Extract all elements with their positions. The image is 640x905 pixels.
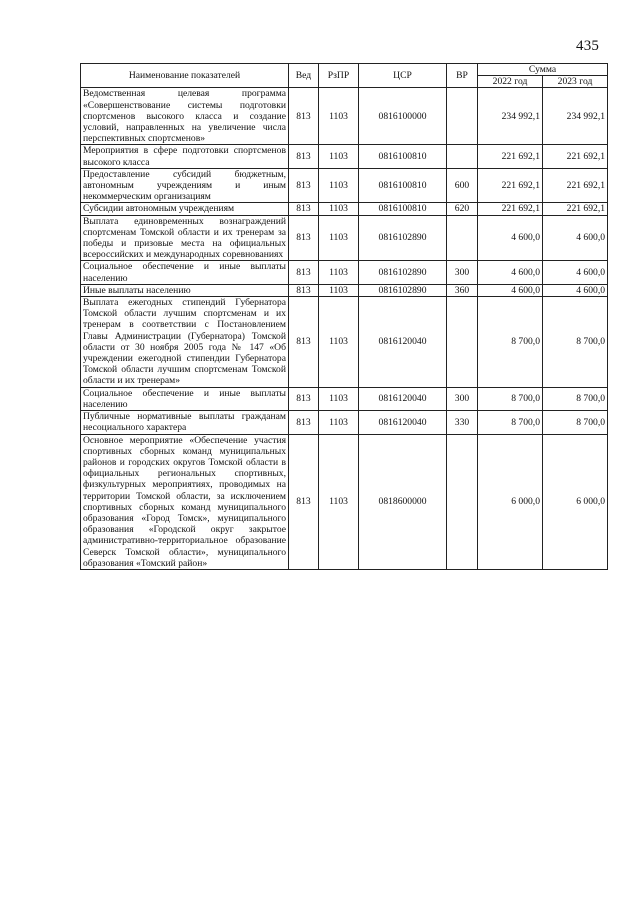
row-ved: 813	[289, 284, 319, 296]
row-sum-2022: 4 600,0	[478, 215, 543, 261]
row-ved: 813	[289, 434, 319, 569]
row-vr: 600	[447, 168, 478, 203]
row-vr	[447, 145, 478, 168]
row-rzpr: 1103	[319, 284, 359, 296]
row-sum-2022: 221 692,1	[478, 203, 543, 215]
row-name: Социальное обеспечение и иные выплаты населению	[81, 387, 289, 410]
row-csr: 0818600000	[359, 434, 447, 569]
row-name: Выплата единовременных вознаграждений спортсменам Томской области и их тренерам за победы и призовые места на официальных всероссийских и международных соревнованиях	[81, 215, 289, 261]
row-csr: 0816100000	[359, 88, 447, 145]
header-rzpr: РзПР	[319, 64, 359, 88]
row-name: Социальное обеспечение и иные выплаты населению	[81, 261, 289, 284]
header-vr: ВР	[447, 64, 478, 88]
header-year-2023: 2023 год	[543, 76, 608, 88]
row-ved: 813	[289, 215, 319, 261]
row-csr: 0816100810	[359, 168, 447, 203]
row-sum-2022: 6 000,0	[478, 434, 543, 569]
row-csr: 0816102890	[359, 215, 447, 261]
row-vr	[447, 88, 478, 145]
row-sum-2023: 8 700,0	[543, 387, 608, 410]
row-sum-2022: 8 700,0	[478, 411, 543, 434]
table-row	[81, 203, 608, 215]
table-row	[81, 434, 608, 569]
budget-table	[80, 63, 608, 570]
row-ved: 813	[289, 297, 319, 388]
row-ved: 813	[289, 387, 319, 410]
row-vr	[447, 215, 478, 261]
header-year-2022: 2022 год	[478, 76, 543, 88]
row-csr: 0816100810	[359, 203, 447, 215]
row-vr: 330	[447, 411, 478, 434]
row-csr: 0816102890	[359, 284, 447, 296]
row-name: Выплата ежегодных стипендий Губернатора Томской области лучшим спортсменам и их тренерам в соответствии с Постановлением Главы Администрации (Губернатора) Томской области от 30 ноября 2005 года № 147 «Об учреждении ежегодной стипендии Губернатора Томской области лучшим спортсменам Томской области и их тренерам»	[81, 297, 289, 388]
row-ved: 813	[289, 88, 319, 145]
row-sum-2022: 8 700,0	[478, 297, 543, 388]
row-name: Предоставление субсидий бюджетным, автономным учреждениям и иным некоммерческим организациям	[81, 168, 289, 203]
row-rzpr: 1103	[319, 168, 359, 203]
row-sum-2022: 8 700,0	[478, 387, 543, 410]
row-rzpr: 1103	[319, 411, 359, 434]
row-rzpr: 1103	[319, 145, 359, 168]
header-sum: Сумма	[478, 64, 608, 76]
row-vr	[447, 434, 478, 569]
row-name: Мероприятия в сфере подготовки спортсменов высокого класса	[81, 145, 289, 168]
row-sum-2023: 4 600,0	[543, 215, 608, 261]
row-rzpr: 1103	[319, 297, 359, 388]
row-vr: 620	[447, 203, 478, 215]
row-rzpr: 1103	[319, 261, 359, 284]
row-name: Ведомственная целевая программа «Совершенствование системы подготовки спортсменов высокого класса и создание условий, направленных на увеличение числа перспективных спортсменов»	[81, 88, 289, 145]
row-csr: 0816100810	[359, 145, 447, 168]
row-csr: 0816120040	[359, 411, 447, 434]
table-row	[81, 284, 608, 296]
row-csr: 0816120040	[359, 387, 447, 410]
row-sum-2022: 221 692,1	[478, 168, 543, 203]
row-ved: 813	[289, 145, 319, 168]
row-sum-2023: 8 700,0	[543, 411, 608, 434]
row-ved: 813	[289, 411, 319, 434]
row-sum-2023: 221 692,1	[543, 168, 608, 203]
row-ved: 813	[289, 203, 319, 215]
row-rzpr: 1103	[319, 215, 359, 261]
row-sum-2023: 234 992,1	[543, 88, 608, 145]
row-name: Субсидии автономным учреждениям	[81, 203, 289, 215]
row-sum-2023: 221 692,1	[543, 145, 608, 168]
table-row	[81, 261, 608, 284]
row-sum-2022: 4 600,0	[478, 284, 543, 296]
table-row	[81, 387, 608, 410]
row-rzpr: 1103	[319, 203, 359, 215]
row-vr	[447, 297, 478, 388]
row-csr: 0816102890	[359, 261, 447, 284]
row-sum-2023: 4 600,0	[543, 284, 608, 296]
row-name: Публичные нормативные выплаты гражданам несоциального характера	[81, 411, 289, 434]
table-row	[81, 411, 608, 434]
row-sum-2022: 221 692,1	[478, 145, 543, 168]
table-body	[81, 88, 608, 570]
header-ved: Вед	[289, 64, 319, 88]
row-rzpr: 1103	[319, 387, 359, 410]
header-name: Наименование показателей	[81, 64, 289, 88]
row-sum-2023: 6 000,0	[543, 434, 608, 569]
row-csr: 0816120040	[359, 297, 447, 388]
table-row	[81, 168, 608, 203]
row-sum-2023: 4 600,0	[543, 261, 608, 284]
row-rzpr: 1103	[319, 88, 359, 145]
row-vr: 360	[447, 284, 478, 296]
row-name: Основное мероприятие «Обеспечение участия спортивных сборных команд муниципальных районов и городских округов Томской области в официальных региональных спортивных, физкультурных мероприятиях, проводимых на территории Томской области, за исключением спортивных сборных команд муниципального образования «Город Томск», муниципального образования «Городской округ закрытое административно-территориальное образование Северск Томской области», муниципального образования «Томский район»	[81, 434, 289, 569]
page-number: 435	[576, 38, 600, 54]
row-sum-2023: 8 700,0	[543, 297, 608, 388]
row-sum-2023: 221 692,1	[543, 203, 608, 215]
row-ved: 813	[289, 168, 319, 203]
table-row	[81, 215, 608, 261]
row-name: Иные выплаты населению	[81, 284, 289, 296]
row-vr: 300	[447, 261, 478, 284]
table-row	[81, 297, 608, 388]
header-csr: ЦСР	[359, 64, 447, 88]
row-ved: 813	[289, 261, 319, 284]
row-sum-2022: 234 992,1	[478, 88, 543, 145]
row-rzpr: 1103	[319, 434, 359, 569]
row-vr: 300	[447, 387, 478, 410]
row-sum-2022: 4 600,0	[478, 261, 543, 284]
table-row	[81, 145, 608, 168]
table-row	[81, 88, 608, 145]
